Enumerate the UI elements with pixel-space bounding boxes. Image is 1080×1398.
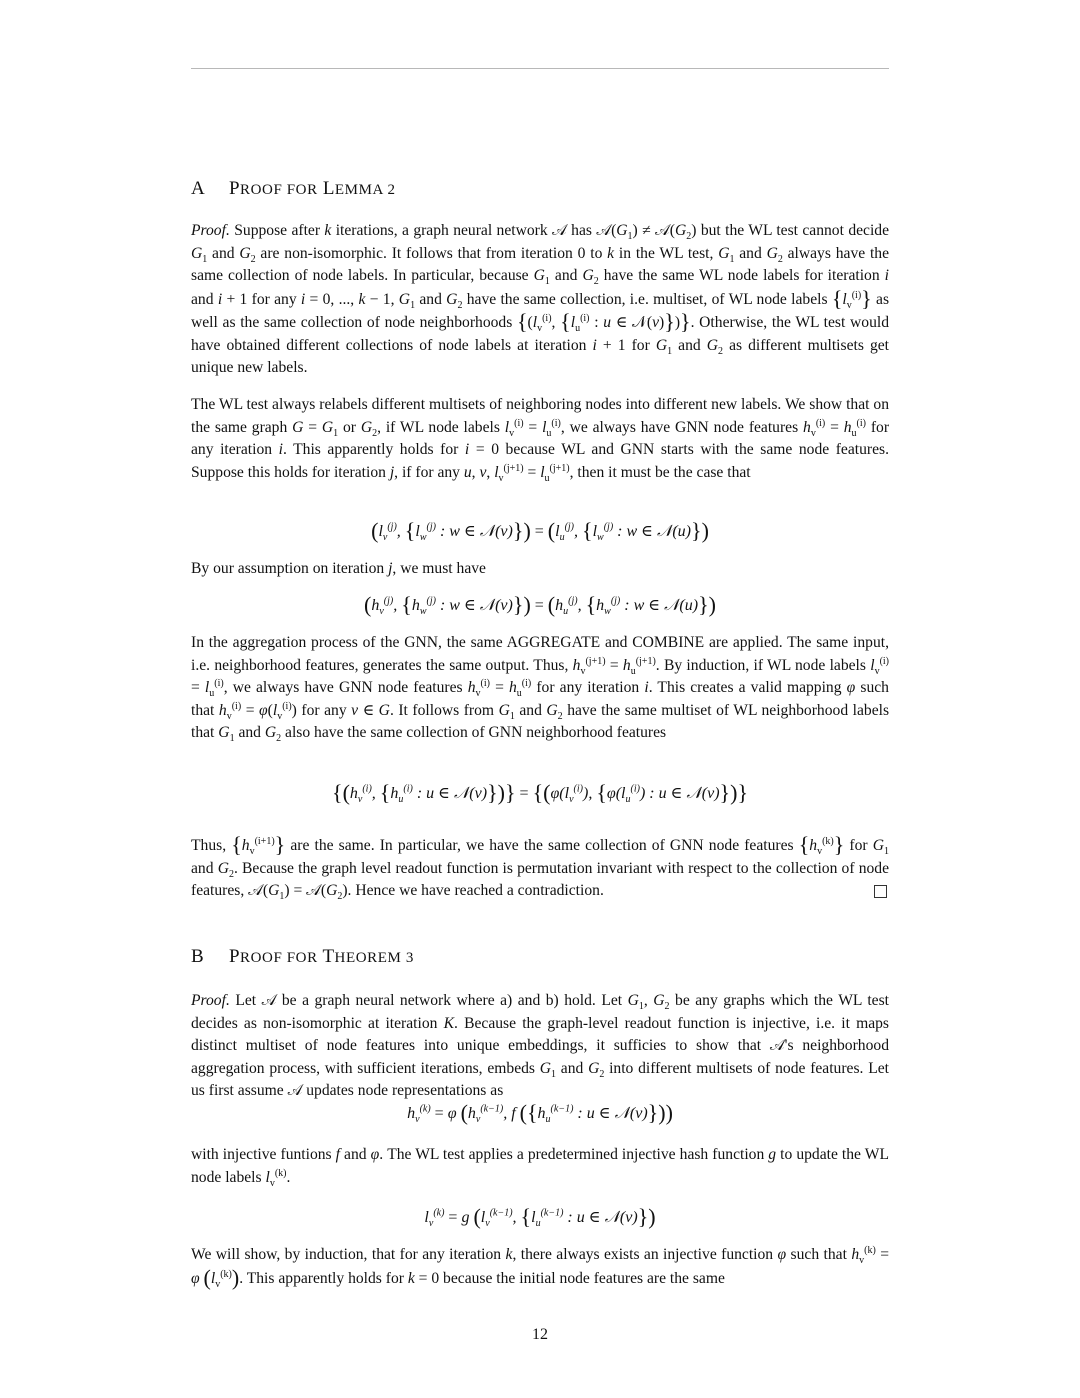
equation-2: ($h_v^{(j)}$, {$h_w^{(j)}$ : w ∈ 𝒩(v)}) = ($h_u^{(j)}$, {$h_w^{(j)}$ : w ∈ 𝒩(u)}) [364,592,716,618]
section-a-heading [191,178,889,200]
section-b-letter: B [191,946,205,967]
proof-b-paragraph-2: with injective funtions f and φ. The WL test applies a predetermined injective hash function g to update the WL node labels $l_v^{(k)}$. [191,1146,889,1189]
proof-a-paragraph-2: The WL test always relabels different multisets of neighboring nodes into different new labels. We show that on the same graph $G = G_1$ or $G_2$, if WL node labels $l_v^{(i)} = l_u^{(i)}$, we always have GNN node features $h_v^{(i)} = h_u^{(i)}$ for any iteration i. This apparently holds for i = 0 because WL and GNN starts with the same node features. Suppose this holds for iteration j, if for any u, v, $l_v^{(j+1)} = l_u^{(j+1)}$, then it must be the case that [191,396,890,484]
section-a-letter: A [191,178,206,199]
section-b-cap2: T [322,946,335,967]
section-a-cap1: P [229,178,240,199]
qed-box [874,885,887,898]
proof-a-paragraph-1: Proof. Suppose after k iterations, a graph neural network 𝒜 has $𝒜(G_1)$ ≠ $𝒜(G_2)$ but the WL test cannot decide $G_1$ and $G_2$ are non-isomorphic. It follows that from iteration 0 to k in the WL test, $G_1$ and $G_2$ always have the same collection of node labels. In particular, because $G_1$ and $G_2$ have the same WL node labels for iteration i and i + 1 for any i = 0, ..., k − 1, $G_1$ and $G_2$ have the same collection, i.e. multiset, of WL node labels $\{l_v^{(i)}\}$ as well as the same collection of node neighborhoods {($l_v^{(i)}$, {$l_u^{(i)}$ : u ∈ 𝒩(v)})}. Otherwise, the WL test would have obtained different collections of node labels at iteration i + 1 for $G_1$ and $G_2$ as different multisets get unique new labels. [191,222,890,376]
equation-4: $h_v^{(k)} = \varphi$ ($h_v^{(k-1)}$, f ({$h_u^{(k-1)}$ : u ∈ 𝒩(v)})) [407,1100,673,1126]
section-a-cap2: L [322,178,335,199]
section-b-rest1: ROOF FOR [239,950,318,966]
proof-a-paragraph-4: In the aggregation process of the GNN, the same AGGREGATE and COMBINE are applied. The same input, i.e. neighborhood features, generates the same output. Thus, $h_v^{(j+1)} = h_u^{(j+1)}$. By induction, if WL node labels $l_v^{(i)} = l_u^{(i)}$, we always have GNN node features $h_v^{(i)} = h_u^{(i)}$ for any iteration i. This creates a valid mapping φ such that $h_v^{(i)} = \varphi(l_v^{(i)})$ for any v ∈ G. It follows from $G_1$ and $G_2$ have the same multiset of WL neighborhood labels that $G_1$ and $G_2$ also have the same collection of GNN neighborhood features [191,634,890,745]
header-rule [191,68,889,69]
proof-b-paragraph-1: Proof. Let 𝒜 be a graph neural network where a) and b) hold. Let $G_1$, $G_2$ be any graphs which the WL test decides as non-isomorphic at iteration K. Because the graph-level readout function is injective, i.e. it maps distinct multiset of node features into unique embeddings, it sufficies to show that 𝒜's neighborhood aggregation process, with sufficient iterations, embeds $G_1$ and $G_2$ into different multisets of node features. Let us first assume 𝒜 updates node representations as [191,992,890,1099]
equation-3: {($h_v^{(i)}$, {$h_u^{(i)}$ : u ∈ 𝒩(v)})} = {($\varphi(l_v^{(i)})$, {$\varphi(l_u^{(i)})$ : u ∈ 𝒩(v)})} [332,780,748,806]
proof-a-paragraph-5: Thus, $\{h_v^{(i+1)}\}$ are the same. In particular, we have the same collection of GNN node features $\{h_v^{(k)}\}$ for $G_1$ and $G_2$. Because the graph level readout function is permutation invariant with respect to the collection of node features, $𝒜(G_1)$ = $𝒜(G_2)$. Hence we have reached a contradiction. [191,832,890,903]
proof-label: Proof. [191,222,230,239]
proof-b-paragraph-3: We will show, by induction, that for any iteration k, there always exists an injective function φ such that $h_v^{(k)} = \varphi$ $(l_v^{(k)})$. This apparently holds for k = 0 because the initial node features are the same [191,1244,889,1290]
section-b-rest2: HEOREM 3 [334,950,414,966]
proof-a-paragraph-3: By our assumption on iteration j, we must have [191,560,486,577]
equation-5: $l_v^{(k)} = g$ ($l_v^{(k-1)}$, {$l_u^{(k-1)}$ : u ∈ 𝒩(v)}) [424,1204,656,1230]
proof-label-b: Proof. [191,992,230,1009]
section-b-heading [191,946,889,968]
equation-1: ($l_v^{(j)}$, {$l_w^{(j)}$ : w ∈ 𝒩(v)}) = ($l_u^{(j)}$, {$l_w^{(j)}$ : w ∈ 𝒩(u)}) [371,518,709,544]
section-a-rest2: EMMA 2 [334,182,396,198]
section-b-cap1: P [229,946,240,967]
page-number: 12 [532,1326,548,1343]
section-a-rest1: ROOF FOR [239,182,318,198]
